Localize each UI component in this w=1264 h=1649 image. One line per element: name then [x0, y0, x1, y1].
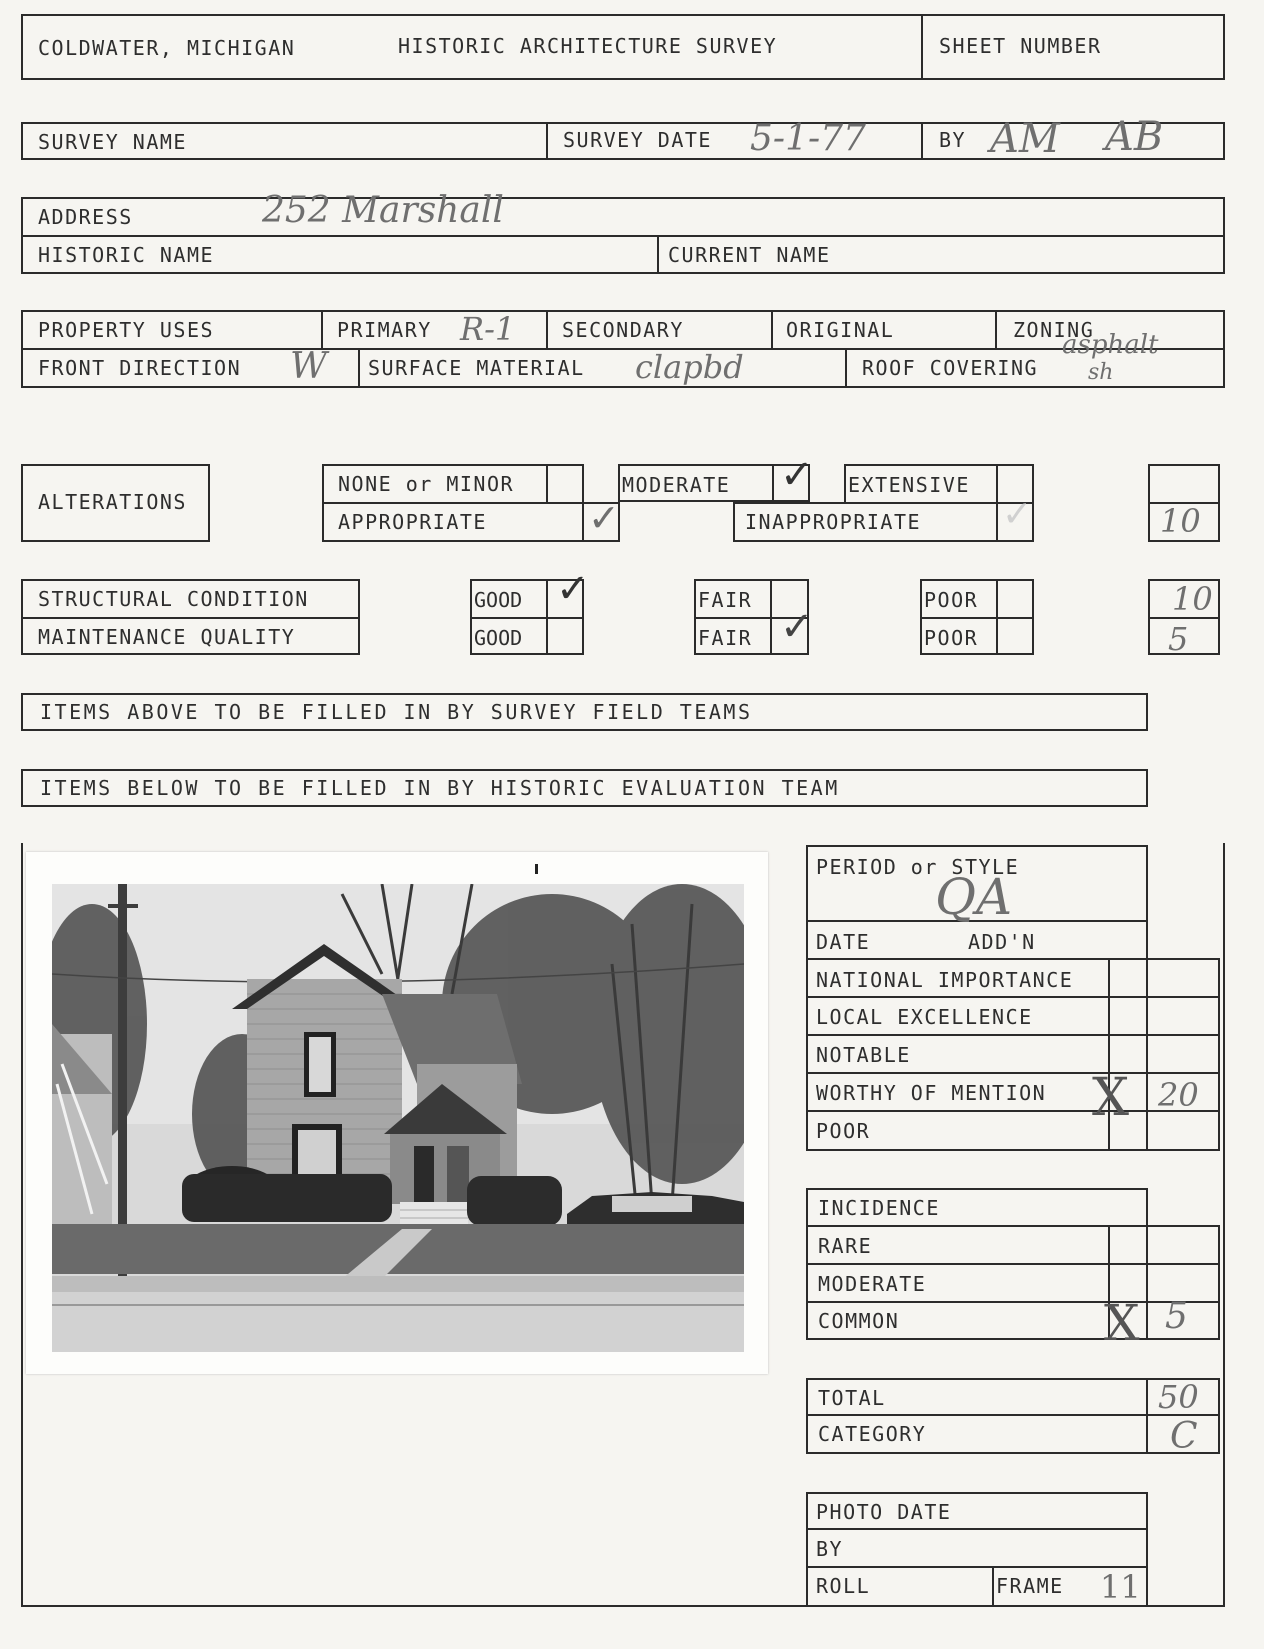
eval-line-5 — [806, 1072, 1220, 1074]
roof-covering-value-1: asphalt — [1062, 330, 1159, 360]
period-value: QA — [935, 868, 1013, 926]
eval-date-value: ADD'N — [968, 930, 1036, 954]
poor-rating-label: POOR — [816, 1119, 871, 1143]
inc-line-1 — [806, 1225, 1220, 1227]
maintenance-fair-label: FAIR — [698, 626, 753, 650]
total-value: 50 — [1158, 1378, 1199, 1416]
eval-line-4 — [806, 1034, 1220, 1036]
common-score: 5 — [1165, 1296, 1188, 1337]
roof-covering-label: ROOF COVERING — [862, 356, 1039, 380]
worthy-mark: X — [1092, 1068, 1130, 1128]
none-minor-checkbox — [546, 464, 548, 504]
property-col-1 — [321, 310, 323, 348]
frame-label: FRAME — [996, 1574, 1064, 1598]
items-above-note: ITEMS ABOVE TO BE FILLED IN BY SURVEY FIELD TEAMS — [40, 700, 753, 724]
frame-value: 11 — [1100, 1568, 1141, 1606]
survey-by-label: BY — [939, 128, 967, 152]
inc-line-3 — [806, 1301, 1220, 1303]
appropriate-check: ✓ — [588, 496, 620, 540]
category-label: CATEGORY — [818, 1422, 927, 1446]
eval-score-col — [1218, 958, 1220, 1150]
city-label: COLDWATER, MICHIGAN — [38, 36, 296, 60]
survey-divider-1 — [546, 122, 548, 160]
property-col-2 — [546, 310, 548, 348]
property-col-4 — [995, 310, 997, 348]
survey-by-value: AM — [990, 116, 1060, 162]
total-label: TOTAL — [818, 1386, 886, 1410]
survey-by-value-2: AB — [1105, 114, 1164, 160]
structural-poor-label: POOR — [924, 588, 979, 612]
survey-date-label: SURVEY DATE — [563, 128, 712, 152]
inappropriate-checkbox — [996, 502, 998, 542]
national-importance-label: NATIONAL IMPORTANCE — [816, 968, 1074, 992]
form-title: HISTORIC ARCHITECTURE SURVEY — [398, 34, 778, 58]
secondary-label: SECONDARY — [562, 318, 684, 342]
eval-date-label: DATE — [816, 930, 871, 954]
eval-line-3 — [806, 996, 1220, 998]
address-divider — [21, 235, 1225, 237]
poor-divider — [920, 617, 1034, 619]
good-divider — [470, 617, 584, 619]
photo-mark — [535, 864, 538, 874]
primary-value: R-1 — [460, 310, 516, 348]
address-label: ADDRESS — [38, 205, 133, 229]
inc-line-4 — [806, 1338, 1220, 1340]
good-checkbox-col — [546, 579, 548, 655]
photo-by-label: BY — [816, 1537, 844, 1561]
survey-date-value: 5-1-77 — [750, 118, 866, 159]
structural-fair-label: FAIR — [698, 588, 753, 612]
historic-name-label: HISTORIC NAME — [38, 243, 215, 267]
roll-label: ROLL — [816, 1574, 871, 1598]
eval-line-7 — [806, 1149, 1220, 1151]
photo-info-line-2 — [806, 1566, 1148, 1568]
notable-label: NOTABLE — [816, 1043, 911, 1067]
poor-checkbox-col — [996, 579, 998, 655]
period-label: PERIOD or STYLE — [816, 855, 1020, 879]
worthy-score: 20 — [1158, 1076, 1199, 1114]
property-col-6 — [845, 348, 847, 388]
moderate-incidence-label: MODERATE — [818, 1272, 927, 1296]
inappropriate-label: INAPPROPRIATE — [745, 510, 922, 534]
original-label: ORIGINAL — [786, 318, 895, 342]
alterations-score: 10 — [1160, 502, 1201, 540]
property-col-5 — [358, 348, 360, 388]
local-excellence-label: LOCAL EXCELLENCE — [816, 1005, 1033, 1029]
photo-date-label: PHOTO DATE — [816, 1500, 952, 1524]
surface-material-label: SURFACE MATERIAL — [368, 356, 585, 380]
moderate-checkbox — [772, 464, 774, 502]
primary-label: PRIMARY — [337, 318, 432, 342]
property-col-3 — [771, 310, 773, 348]
alterations-label: ALTERATIONS — [38, 490, 187, 514]
header-divider — [921, 14, 923, 80]
sheet-number-label: SHEET NUMBER — [939, 34, 1102, 58]
photo-info-line-1 — [806, 1528, 1148, 1530]
surface-material-value: clapbd — [635, 348, 744, 386]
rare-label: RARE — [818, 1234, 873, 1258]
fair-checkbox-col — [770, 579, 772, 655]
name-divider — [657, 235, 659, 274]
category-value: C — [1170, 1416, 1198, 1457]
maintenance-score: 5 — [1168, 620, 1189, 658]
structural-condition-label: STRUCTURAL CONDITION — [38, 587, 309, 611]
inc-line-2 — [806, 1263, 1220, 1265]
incidence-label: INCIDENCE — [818, 1196, 940, 1220]
address-value: 252 Marshall — [262, 190, 504, 231]
survey-divider-2 — [921, 122, 923, 160]
front-direction-label: FRONT DIRECTION — [38, 356, 242, 380]
front-direction-value: W — [290, 346, 328, 387]
common-label: COMMON — [818, 1309, 900, 1333]
condition-labels-divider — [21, 617, 360, 619]
items-below-note: ITEMS BELOW TO BE FILLED IN BY HISTORIC EVALUATION TEAM — [40, 776, 840, 800]
common-mark: X — [1104, 1294, 1140, 1352]
structural-good-label: GOOD — [474, 588, 523, 612]
none-minor-label: NONE or MINOR — [338, 472, 515, 496]
roof-covering-value-2: sh — [1088, 360, 1114, 385]
totals-score-col — [1146, 1378, 1148, 1454]
inappropriate-check: ✓ — [1002, 494, 1033, 535]
maintenance-good-label: GOOD — [474, 626, 523, 650]
appropriate-checkbox — [582, 502, 584, 542]
eval-line-2 — [806, 958, 1220, 960]
extensive-label: EXTENSIVE — [848, 473, 970, 497]
appropriate-label: APPROPRIATE — [338, 510, 487, 534]
property-divider — [21, 348, 1225, 350]
maintenance-quality-label: MAINTENANCE QUALITY — [38, 625, 296, 649]
maintenance-fair-check: ✓ — [780, 604, 814, 650]
structural-good-check: ✓ — [556, 566, 590, 612]
frame-divider — [992, 1566, 994, 1607]
zoning-label: ZONING — [1013, 318, 1095, 342]
house-photograph — [52, 884, 744, 1352]
property-uses-label: PROPERTY USES — [38, 318, 215, 342]
survey-name-label: SURVEY NAME — [38, 130, 187, 154]
moderate-check: ✓ — [780, 452, 814, 498]
extensive-checkbox — [996, 464, 998, 504]
current-name-label: CURRENT NAME — [668, 243, 831, 267]
worthy-of-mention-label: WORTHY OF MENTION — [816, 1081, 1047, 1105]
maintenance-poor-label: POOR — [924, 626, 979, 650]
inc-score-col — [1218, 1225, 1220, 1340]
moderate-label: MODERATE — [622, 473, 731, 497]
structural-score: 10 — [1172, 580, 1213, 618]
